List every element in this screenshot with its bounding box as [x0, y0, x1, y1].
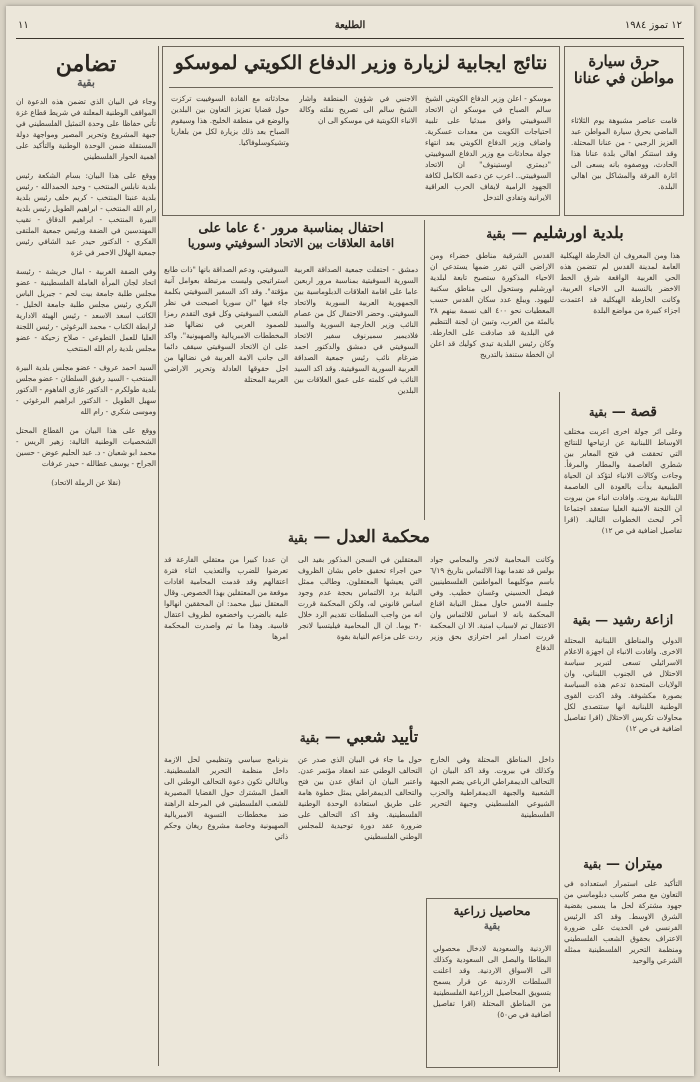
- mitran-headline-text: ميتران: [624, 856, 663, 872]
- jerusalem-continued: بقية: [486, 227, 506, 241]
- kuwait-col-b: [299, 93, 417, 211]
- celebration-col-a-text: دمشق - احتفلت جمعية الصداقة العربية السورية السوفيتية بمناسبة مرور اربعين عاما على اقامة العلاقات الدبلوماسية بين الجمهورية العربية السورية والاتحاد السوفيتي. وحضر الاحتفال كل من عصام النائب وزير الخارجية السورية والسيد فلاديمير سميرنوف سفير الاتحاد السوفيتي في دمشق والدكتور احمد ضرغام نائب رئيس جمعية الصداقة العربية السورية السوفيتية. وقد اكد السيد النائب في كلمته على عمق العلاقات بين البلدين: [294, 265, 418, 395]
- left-column-rule: [158, 46, 159, 1066]
- agri-article: [426, 898, 558, 1068]
- kuwait-col-a-text: موسكو - اعلن وزير الدفاع الكويتي الشيخ سالم الصباح في موسكو ان الاتحاد السوفييتي وافق مبدئيا على تلبية احتياجات الكويت من معدات عسكرية. واضاف وزير الدفاع الكويتي بعد انتهاء جولة محادثات مع وزير الدفاع السوفييتي "ديمتري اوستينوف" ان الاتحاد السوفييتي.. اعرب عن دعمه الكامل لكافة الجهود الرامية لايقاف الحرب العراقية الايرانية وتفادي التدخل: [425, 94, 551, 202]
- tadamun-headline: تضامن: [55, 51, 117, 77]
- jerusalem-headline-text: بلدية اورشليم: [532, 223, 624, 242]
- popular-col-c: [164, 754, 288, 890]
- qissa-article: [564, 404, 682, 604]
- fire-headline: حرق سيارة مواطن في عنانا: [573, 52, 675, 88]
- court-headline-text: محكمة العدل: [336, 527, 431, 547]
- tadamun-note: (نقلا عن الرملة الاتحاد): [51, 477, 121, 487]
- kuwait-col-a: [425, 93, 551, 211]
- celebration-headline-1: احتفال بمناسبة مرور ٤٠ عاما على: [198, 221, 384, 236]
- qissa-continued: بقية: [589, 406, 607, 419]
- celebration-article: [162, 220, 420, 520]
- tadamun-p3: وفي الضفة الغربية - امال خريشة - رئيسة اتحاد لجان المرأة العاملة الفلسطينية - عضو مجلس طلبة جامعة بيت لحم - جبريل الباس البكري رئيس مجلس طلبة جامعة الخليل - الكاتب اسعد الاسعد - رئيس الهيئة الادارية لرابطة الكتاب - محمد البرغوثي - رئيس اللجنة العليا للعمل التطوعي - صلاح زحيكة - عضو مجلس بلدية رام الله المنتخب: [16, 266, 156, 353]
- page-number: ١١: [18, 20, 29, 31]
- issue-date: ١٢ تموز ١٩٨٤: [624, 20, 682, 31]
- kuwait-col-c-text: محادثاته مع القادة السوفييت تركزت حول قضايا تعزيز التعاون بين البلدين والوضع في منطقة الخليج. هذا وسيقوم الصباح بعد ذلك بزيارة لكل من بلغاريا وتشيكوسلوفاكيا.: [171, 94, 289, 147]
- main-headline: نتائج ايجابية لزيارة وزير الدفاع الكويتي لموسكو: [174, 52, 548, 74]
- mitran-article: [564, 856, 682, 1066]
- tadamun-article: [16, 46, 156, 1066]
- court-col-a: [430, 554, 554, 716]
- newspaper-name: الطليعة: [334, 20, 366, 31]
- agri-continued: بقية: [483, 920, 501, 932]
- tadamun-continued: بقية: [77, 76, 95, 90]
- tadamun-p1: وجاء في البيان الذي تضمن هذه الدعوة ان المواقف الوطنية المعلنة في شريط قطاع غزة تأتي حفاظا على وحدة التمثيل الفلسطيني في جبهة المشروع وتحرير المصير ومواجهة دولة المستقلة ضمن الوحدة الوطنية والتأكيد على اهمية الحوار الفلسطيني: [16, 96, 156, 161]
- broadcast-body: الدولي والمناطق اللبنانية المحتلة الاخرى. وافادت الانباء ان اجهزة الاعلام الاسرائيلي تسعى لتبرير سياسة الاحتلال في الجنوب اللبناني، وان الولايات المتحدة تدعم هذه السياسة بصورة مكشوفة. وقد اكدت القوى الوطنية اللبنانية انها ستتصدى لكل محاولات تكريس الاحتلال (اقرا تفاصيل اضافية في ص ١٢): [564, 635, 682, 733]
- broadcast-headline: ازاعة رشيد — بقية: [572, 614, 674, 628]
- popular-headline: تأييد شعبي — بقية: [299, 727, 419, 746]
- tadamun-p4: السيد احمد عروف - عضو مجلس بلدية البيرة المنتخب - السيد رفيق السلطان - عضو مجلس بلدية طولكرم - الدكتور غازي الفاهوم - الدكتور سهيل الطويل - الدكتور ابراهيم البرغوثي - وموسى شكري - رام الله: [16, 362, 156, 416]
- broadcast-headline-text: ازاعة رشيد: [612, 614, 674, 628]
- popular-headline-text: تأييد شعبي: [346, 727, 419, 746]
- court-col-b: [298, 554, 422, 716]
- popular-col-a: [430, 754, 554, 890]
- tadamun-p2: ووقع على هذا البيان: بسام الشكعة رئيس بلدية نابلس المنتخب - وحيد الحمدالله - رئيس بلدية عنبتا المنتخب - كريم خلف رئيس بلدية رام الله المنتخب - ابراهيم الطويل رئيس بلدية البيرة المنتخب - ابراهيم الدقاق - نقيب المهندسين في الضفة ورئيس جمعية الملتقى الفكري - الدكتور حيدر عبد الشافي رئيس جمعية الهلال الاحمر في غزة: [16, 170, 156, 257]
- mitran-body: التأكيد على استمرار استعداده في التعاون مع مصر كاسب دبلوماسي من جهود مشتركة لحل ما يسمى بقضية الشرق الاوسط. وقد اكد الرئيس الفرنسي في الحديث على ضرورة الاعتراف بحقوق الشعب الفلسطيني ومنظمة التحرير الفلسطينية ممثله الشرعي والوحيد: [564, 879, 682, 966]
- qissa-headline-text: قصة: [630, 404, 657, 420]
- popular-col-b: [298, 754, 422, 890]
- newspaper-page: [6, 6, 694, 1076]
- mitran-continued: بقية: [583, 858, 602, 871]
- jerusalem-col-a-text: هذا ومن المعروف ان الخارطة الهيكلية العامة لمدينة القدس لم تتضمن هذه الحي الغربية الواقعة شرق الخط الاخضر بالنسبة الى الاحياء العربية، وكانت الخارطة الهيكلية قد اعتمدت اجزاء كبيرة من مواضع البلدة: [560, 251, 680, 315]
- jerusalem-headline: بلدية اورشليم — بقية: [486, 223, 624, 242]
- tadamun-p5: ووقع على هذا البيان من القطاع المحتل الشخصيات الوطنية التالية: زهير الريس - محمد ابو شعبان - د. عبد الحليم عوض - حسين الجراح - يوسف عطالله - حيدر عرفات: [16, 425, 156, 468]
- court-col-c-text: ان عددا كبيرا من معتقلي الفارعة قد تعرضوا للضرب والتعذيب اثناء فترة اعتقالهم وقد قدمت المحامية افادات موقعة من المعتقلين بهذا الخصوص. وقال المعتقل نبيل محمد: ان المحققين انهالوا عليه بالضرب واخضعوه لظروف اعتقال قاسية. وهذا ما تم واصدرت المحكمة امرها: [164, 555, 288, 641]
- agri-body: [433, 943, 551, 1063]
- court-continued: بقية: [287, 531, 308, 545]
- agri-body-text: الاردنية والسعودية لادخال محصولي البطاطا والبصل الى السعودية وكذلك الى الاسواق الاردنية. وقد اعلنت السلطات الاردنية عن قرار يسمح بتسويق المحاصيل الزراعية الفلسطينية من المناطق المحتلة (اقرا تفاصيل اضافية في ص٥٠): [433, 944, 551, 1019]
- broadcast-continued: بقية: [572, 614, 591, 627]
- qissa-headline: قصة — بقية: [589, 404, 657, 420]
- popular-col-c-text: بنرنامج سياسي وتنظيمي لحل الازمة داخل منظمة التحرير الفلسطينية. وبالتالي تكون دعوة التحالف الوطني الى العمل المشترك حول القضايا المصيرية للشعب الفلسطيني في المرحلة الراهنة ضد مخططات التسوية الامبريالية الصهيونية وخاصة مشروع ريغان وحكم ذاتي: [164, 755, 288, 841]
- celebration-rule: [424, 220, 425, 520]
- broadcast-article: [564, 614, 682, 804]
- fire-article: [564, 46, 684, 216]
- popular-article: [162, 724, 556, 894]
- kuwait-article: [162, 46, 560, 216]
- court-col-c: [164, 554, 288, 716]
- popular-col-a-text: داخل المناطق المحتلة وفي الخارج وكذلك في بيروت. وقد اكد البيان ان التحالف الديمقراطي الرباعي يضم الجبهة الشعبية والجبهة الديمقراطية والحزب الشيوعي الفلسطيني وجبهة التحرير الفلسطينية: [430, 755, 554, 819]
- celebration-headline-2: اقامة العلاقات بين الاتحاد السوفيتي وسوريا: [187, 235, 395, 250]
- kuwait-col-b-text: الاجنبي في شؤون المنطقة واشار الشيخ سالم الى تصريح نقلته وكالة الانباء الكويتية في موسكو الى ان: [299, 94, 417, 125]
- court-headline: محكمة العدل — بقية: [287, 527, 431, 547]
- celebration-col-b-text: السوفيتي، ودعم الصداقة بانها "ذات طابع استراتيجي وليست مرتبطة بعوامل آنية مؤقتة". وقد اكد السفير السوفيتي بكلمة جاء فيها "ان سوريا اصبحت في نظر الشعب السوفيتي وكل قوى التقدم رمزا للصمود العربي في نضالها ضد المخططات الامبريالية والصهيونية". واكد على ان الاتحاد السوفيتي سيقف دائما الى جانب الامة العربية في نضالها من اجل حقوقها العادلة وتحرير الاراضي العربية المحتلة: [164, 265, 288, 384]
- popular-continued: بقية: [299, 731, 320, 745]
- jerusalem-col-b: [430, 250, 554, 516]
- page-header: [16, 14, 684, 39]
- fire-body-text: قامت عناصر مشبوهة يوم الثلاثاء الماضي بحرق سيارة المواطن عبد العزيز الرجبي - من عنانا المحتلة. وقد استنكر اهالي بلدة عنانا هذا الحادث، ووصفوه بانه يسعى الى اثارة الفرقة والمشاكل بين اهالي البلدة.: [571, 116, 677, 191]
- court-article: [162, 524, 556, 720]
- mitran-headline: ميتران — بقية: [583, 856, 663, 872]
- fire-body: [571, 115, 677, 213]
- celebration-col-a: [294, 264, 418, 516]
- headline-divider: [169, 87, 553, 88]
- celebration-col-b: [164, 264, 288, 516]
- agri-headline: محاصيل زراعية: [453, 904, 531, 918]
- jerusalem-col-b-text: القدس الشرقية مناطق خضراء ومن الاراضي التي تقرر ضمها يستدعي ان الاحياء المذكورة ستصبح تابعة لبلدية اورشليم وستحول الى مناطق سكنية لليهود. ويبلغ عدد سكان القدس حسب المعطيات نحو ٤٠٠ الف نسمة بينهم ٢٨ بالمئة من العرب، وتبين ان لجنة التنظيم في البلدية قد صادقت على الخارطة. وكان رئيس البلدية تيدي كوليك قد اعلن ان الخطة ستنفذ بالتدريج: [430, 251, 554, 359]
- popular-col-b-text: حول ما جاء في البيان الذي صدر عن التحالف الوطني عند انعقاد مؤتمر عدن. واعتبر البيان ان اتفاق عدن بين فتح والتحالف الديمقراطي يمثل خطوة هامة على طريق استعادة الوحدة الوطنية الفلسطينية. وقد اكد التحالف على ضرورة عقد دورة توحيدية للمجلس الوطني الفلسطيني: [298, 755, 422, 841]
- kuwait-col-c: [171, 93, 289, 211]
- right-column-rule: [559, 392, 560, 1072]
- qissa-body: وعلى اثر جولة اخرى اعربت مختلف الاوساط اللبنانية عن ارتياحها للنتائج التي تحققت في فتح المعابر بين شطري العاصمة والمطار والمرفأ. وجاءت وكالات الانباء لتؤكد ان الحياة الطبيعية بدأت بالعودة الى العاصمة اللبنانية بيروت. وافادت انباء من بيروت ان اللجنة الامنية العليا ستعقد اجتماعا آخر لبحث الخطوات التالية. (اقرا تفاصيل اضافية في ص ١٢): [564, 427, 682, 536]
- court-col-b-text: المعتقلين في السجن المذكور بقيد الى حين اجراء تحقيق خاص بشان الظروف التي يعيشها المعتقلون. وطالب ممثل النيابة برد الالتماس بحجة عدم وجود اساس قانوني له، ولكن المحكمة قررت انه من واجب السلطات تقديم الرد خلال ٣٠ يوما. ان ال المحامية فيليتسيا لانجر ردت على مزاعم النيابة بقوة: [298, 555, 422, 641]
- court-col-a-text: وكانت المحامية لانجر والمحامي جواد بولس قد تقدما بهذا الالتماس بتاريخ ٦/١٩ باسم موكليهما المواطنين الفلسطينيين فيصل الحسيني وغسان خطيب. وفي جلسة الامس حاول ممثل النيابة اقناع المحكمة بانه لا اساس للالتماس وان الاعتقال تم لاسباب امنية. الا ان المحكمة قررت اصدار امر احترازي بحق وزير الدفاع: [430, 555, 554, 652]
